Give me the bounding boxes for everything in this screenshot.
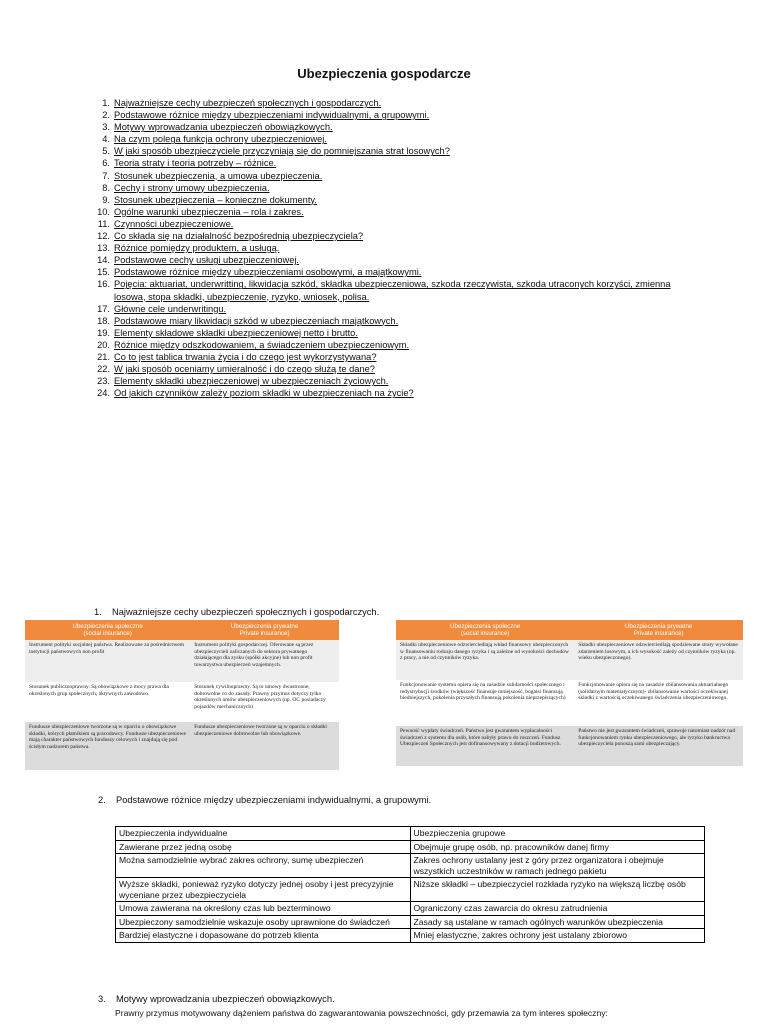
section-3-number: 3. [98, 994, 106, 1004]
social-vs-private-table-right [396, 620, 743, 766]
question-number: 3. [102, 122, 110, 133]
question-number: 23. [97, 376, 110, 387]
question-item[interactable] [94, 387, 694, 399]
table-row [116, 915, 705, 929]
table-cell: Zasady są ustalane w ramach ogólnych warunków ubezpieczenia [410, 915, 705, 929]
question-number: 6. [102, 158, 110, 169]
question-item[interactable] [94, 278, 694, 302]
question-item[interactable] [94, 206, 694, 218]
question-number: 4. [102, 134, 110, 145]
question-item[interactable] [94, 218, 694, 230]
table-row [116, 902, 705, 916]
question-number: 15. [97, 267, 110, 278]
table-row [25, 722, 339, 770]
section-3-paragraph: Prawny przymus motywowany dążeniem państwa do zagwarantowania powszechności, gdy przemawia za tym interes społeczny: [115, 1008, 608, 1018]
question-number: 9. [102, 194, 110, 205]
table-cell: Niższe składki – ubezpieczyciel rozkłada ryzyko na większą liczbę osób [410, 878, 705, 902]
question-item[interactable] [94, 145, 694, 157]
question-number: 1. [102, 98, 110, 108]
social-vs-private-table-left [25, 620, 339, 770]
table-cell: Można samodzielnie wybrać zakres ochrony, sumę ubezpieczeń [116, 854, 411, 878]
question-item[interactable] [94, 97, 694, 109]
question-link[interactable]: Podstawowe różnice między ubezpieczeniami indywidualnymi, a grupowymi. [114, 110, 430, 121]
table-row [116, 854, 705, 878]
table-cell: Fundusze ubezpieczeniowe tworzone są w oparciu o obowiązkowe składki, których płatnikiem są pracodawcy. Fundusze ubezpieczeniowe mają charakter państwowych funduszy celowych i znajdują się pod ścisłym nadzorem państwa. [25, 722, 190, 770]
table-cell: Pewność wypłaty świadczeń. Państwo jest gwarantem wypłacalności świadczeń z systemu dla osób, które nabyły prawo do roszczeń. Fundusz Ubezpieczeń Społecznych jest dofinansowywany z dotacji budżetowych. [396, 726, 574, 766]
column-header: Ubezpieczenia prywatne Private insurance) [574, 620, 743, 640]
question-item[interactable] [94, 182, 694, 194]
question-link[interactable]: Czynności ubezpieczeniowe. [114, 218, 234, 229]
table-cell: Zawierane przez jedną osobę [116, 840, 411, 854]
question-number: 19. [97, 327, 110, 338]
question-number: 21. [97, 351, 110, 362]
question-link[interactable]: Stosunek ubezpieczenia, a umowa ubezpieczenia. [114, 170, 323, 181]
question-item[interactable] [94, 327, 694, 339]
question-number: 16. [97, 279, 110, 290]
table-cell: Ubezpieczony samodzielnie wskazuje osoby uprawnione do świadczeń [116, 915, 411, 929]
question-link[interactable]: Ogólne warunki ubezpieczenia – rola i zakres. [114, 206, 304, 217]
column-header: Ubezpieczenia społeczne (social insurance) [396, 620, 574, 640]
question-item[interactable] [94, 351, 694, 363]
table-cell: Instrument polityki socjalnej państwa. Realizowane za pośrednictwem instytucji państwowych non profit [25, 640, 190, 682]
table-cell: Obejmuje grupę osób, np. pracowników danej firmy [410, 840, 705, 854]
question-link[interactable]: Pojęcia: aktuariat, underwritting, likwidacja szkód, składka ubezpieczeniowa, szkoda rzeczywista, szkoda utraconych korzyści, zmienna losowa, stopa składki, ubezpieczenie, ryzyko, wniosek, polisa. [114, 279, 671, 302]
table-cell: Państwo nie jest gwarantem świadczeń, sprawuje natomiast nadzór nad funkcjonowaniem rynku ubezpieczeniowego, ale ryzyko bankructwa ubezpieczyciela ponoszą sami ubezpieczający. [574, 726, 743, 766]
question-link[interactable]: W jaki sposób ubezpieczyciele przyczyniają się do pomniejszania strat losowych? [114, 146, 450, 157]
section-3-title: Motywy wprowadzania ubezpieczeń obowiązkowych. [116, 994, 335, 1004]
section-1-number: 1. [94, 607, 102, 617]
question-item[interactable] [94, 339, 694, 351]
question-number: 8. [102, 182, 110, 193]
question-link[interactable]: W jaki sposób oceniamy umieralność i do czego służą te dane? [114, 364, 375, 375]
question-number: 12. [97, 231, 110, 242]
question-link[interactable]: Cechy i strony umowy ubezpieczenia. [114, 182, 270, 193]
section-2-heading [98, 795, 431, 805]
table-row [116, 827, 705, 841]
question-link[interactable]: Teoria straty i teoria potrzeby – różnice. [114, 158, 277, 169]
question-number: 2. [102, 110, 110, 121]
table-cell: Fundusze ubezpieczeniowe tworzone są w oparciu o składki ubezpieczeniowe dobrowolne lub obowiązkowe. [190, 722, 339, 770]
table-cell: Umowa zawierana na określony czas lub bezterminowo [116, 902, 411, 916]
question-item[interactable] [94, 363, 694, 375]
table-cell: Funkcjonowanie opiera się na zasadzie zbilansowania aktuarialnego (solidarnym matematycznym)- zbilansowanie wartości oczekiwanej składki z wartością oczekiwanego świadczenia ubezpieczeniowego. [574, 680, 743, 726]
section-3-heading [98, 994, 335, 1004]
question-list [94, 97, 694, 399]
question-item[interactable] [94, 303, 694, 315]
question-item[interactable] [94, 121, 694, 133]
question-number: 14. [97, 255, 110, 266]
question-number: 18. [97, 315, 110, 326]
section-1-title: Najważniejsze cechy ubezpieczeń społecznych i gospodarczych. [112, 607, 380, 617]
question-number: 20. [97, 339, 110, 350]
question-item[interactable] [94, 242, 694, 254]
table-cell: Zakres ochrony ustalany jest z góry przez organizatora i obejmuje wszystkich uczestników w ramach jednego pakietu [410, 854, 705, 878]
question-link[interactable]: Główne cele underwritingu. [114, 303, 227, 314]
question-number: 10. [97, 206, 110, 217]
table-cell: Wyższe składki, ponieważ ryzyko dotyczy jednej osoby i jest precyzyjnie wyceniane przez ubezpieczyciela [116, 878, 411, 902]
table-cell: Składki ubezpieczeniowe odzwierciedlają wkład finansowy ubezpieczonych w finansowaniu rodzaju danego ryzyka i są zależne od wysokości dochodów z pracy, a nie od czynników ryzyka. [396, 640, 574, 680]
question-item[interactable] [94, 230, 694, 242]
table-cell: Ubezpieczenia grupowe [410, 827, 705, 841]
question-link[interactable]: Elementy składowe składki ubezpieczeniowej netto i brutto. [114, 327, 358, 338]
table-row [25, 682, 339, 722]
question-number: 13. [97, 243, 110, 254]
question-item[interactable] [94, 170, 694, 182]
question-link[interactable]: Elementy składki ubezpieczeniowej w ubezpieczeniach życiowych. [114, 376, 389, 387]
individual-vs-group-table [115, 826, 705, 943]
table-row [396, 680, 743, 726]
question-number: 17. [97, 303, 110, 314]
table-row [116, 929, 705, 943]
question-number: 11. [97, 218, 110, 229]
question-link[interactable]: Na czym polega funkcja ochrony ubezpieczeniowej. [114, 134, 327, 145]
table-cell: Mniej elastyczne, zakres ochrony jest ustalany zbiorowo [410, 929, 705, 943]
question-item[interactable] [94, 266, 694, 278]
question-link[interactable]: Różnice pomiędzy produktem, a usługą. [114, 243, 280, 254]
question-item[interactable] [94, 157, 694, 169]
table-cell: Funkcjonowanie systemu opiera się na zasadzie solidarności społecznego i redystrybucji środków (większość finansuje mniejszość, bogatsi finansują biedniejszych, pokolenia przyszłych finansują pokolenia nieprzepiszących) [396, 680, 574, 726]
table-cell: Ubezpieczenia indywidualne [116, 827, 411, 841]
section-2-number: 2. [98, 795, 106, 805]
question-item[interactable] [94, 254, 694, 266]
column-header: Ubezpieczenia społeczne (social insurance) [25, 620, 190, 640]
table-row [116, 878, 705, 902]
page-title: Ubezpieczenia gospodarcze [297, 66, 471, 81]
question-item[interactable] [94, 133, 694, 145]
table-cell: Bardziej elastyczne i dopasowane do potrzeb klienta [116, 929, 411, 943]
question-link[interactable]: Motywy wprowadzania ubezpieczeń obowiązkowych. [114, 122, 333, 133]
question-link[interactable]: Co to jest tablica trwania życia i do czego jest wykorzystywana? [114, 351, 377, 362]
question-link[interactable]: Od jakich czynników zależy poziom składki w ubezpieczeniach na życie? [114, 388, 414, 399]
question-link[interactable]: Co składa się na działalność bezpośrednią ubezpieczyciela? [114, 231, 364, 242]
question-number: 5. [102, 146, 110, 157]
column-header: Ubezpieczenia prywatne Private insurance) [190, 620, 339, 640]
section-2-title: Podstawowe różnice między ubezpieczeniami indywidualnymi, a grupowymi. [116, 795, 432, 805]
question-number: 22. [97, 364, 110, 375]
question-item[interactable] [94, 194, 694, 206]
question-item[interactable] [94, 375, 694, 387]
question-link[interactable]: Stosunek ubezpieczenia – konieczne dokumenty. [114, 194, 317, 205]
table-row [116, 840, 705, 854]
section-1-heading [94, 607, 379, 617]
table-cell: Stosunek publicznoprawny. Są obowiązkowe z mocy prawa dla określonych grup społecznych, aktywnych zawodowo. [25, 682, 190, 722]
table-cell: Instrument polityki gospodarczej. Oferowane są przez ubezpieczycieli zaliczanych do sektora prywatnego działającego dla zysku (spółki akcyjne) lub non profit towarzystwa ubezpieczeń wzajemnych. [190, 640, 339, 682]
question-link[interactable]: Podstawowe miary likwidacji szkód w ubezpieczeniach majątkowych. [114, 315, 399, 326]
question-item[interactable] [94, 315, 694, 327]
question-link[interactable]: Najważniejsze cechy ubezpieczeń społecznych i gospodarczych. [114, 98, 382, 108]
question-number: 24. [97, 388, 110, 399]
question-item[interactable] [94, 109, 694, 121]
question-number: 7. [102, 170, 110, 181]
table-row [25, 640, 339, 682]
question-link[interactable]: Podstawowe cechy usługi ubezpieczeniowej. [114, 255, 300, 266]
table-cell: Ograniczony czas zawarcia do okresu zatrudnienia [410, 902, 705, 916]
question-link[interactable]: Różnice między odszkodowaniem, a świadczeniem ubezpieczeniowym. [114, 339, 410, 350]
table-cell: Składki ubezpieczeniowe odzwierciedlają spodziewane straty wywołane zdarzeniem losowym, a ich wysokość zależy od czynników ryzyka (np. wieku ubezpieczonego). [574, 640, 743, 680]
table-cell: Stosunek cywilnoprawny. Są to umowy dwustronne, dobrowolne co do zasady. Prawny przymus dotyczy tylko określonych umów ubezpieczeniowych (np. OC posiadaczy pojazdów mechanicznych) [190, 682, 339, 722]
table-row [396, 726, 743, 766]
table-row [396, 640, 743, 680]
question-link[interactable]: Podstawowe różnice między ubezpieczeniami osobowymi, a majątkowymi. [114, 267, 422, 278]
